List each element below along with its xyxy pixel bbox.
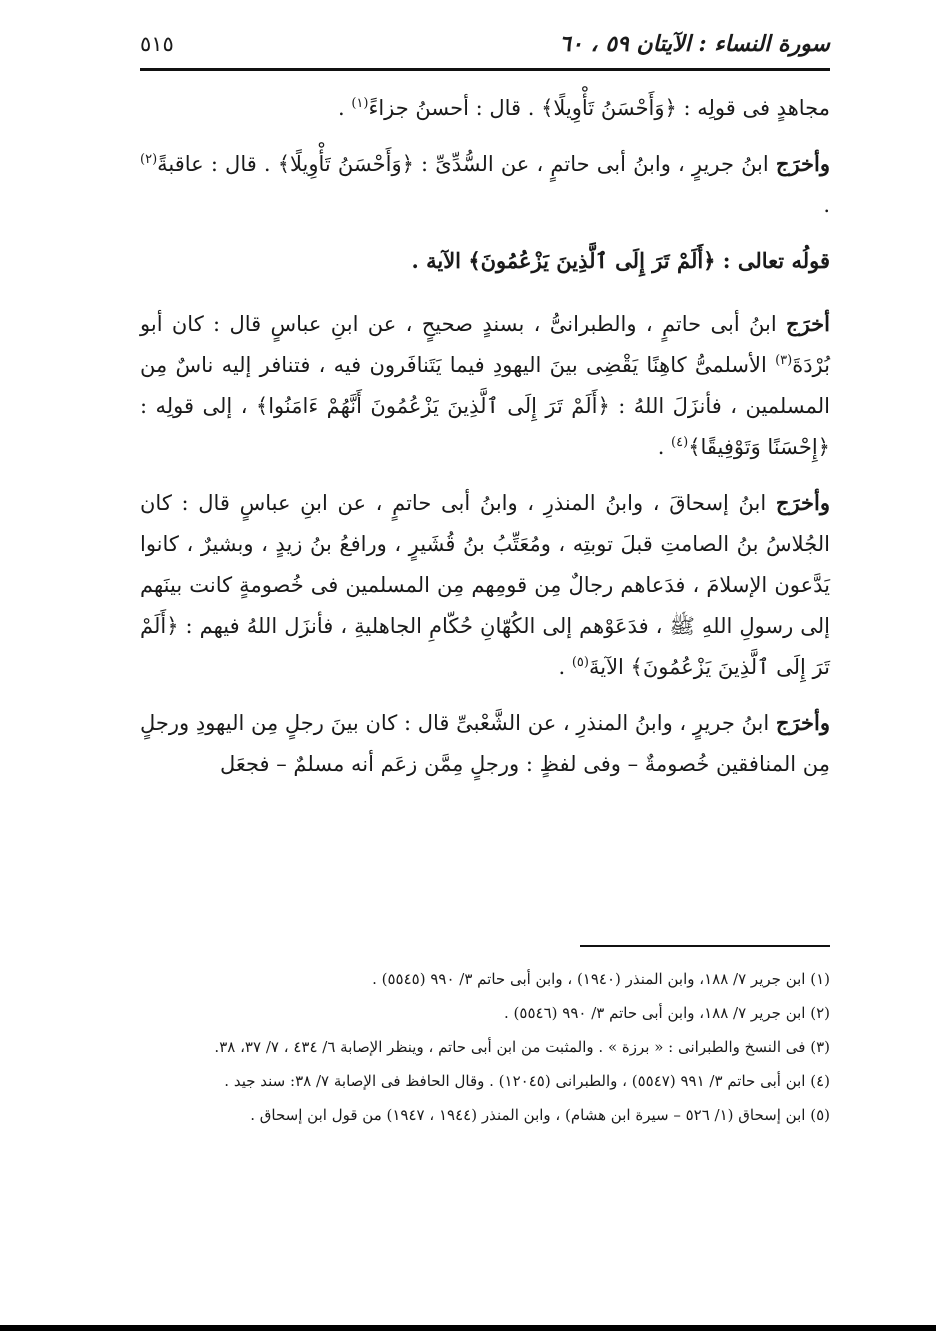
footnote-rule <box>580 945 830 947</box>
footnote-5: (٥) ابن إسحاق (١/ ٥٢٦ – سيرة ابن هشام) ، وابن المنذر (١٩٤٤ ، ١٩٤٧) من قول ابن إسحاق . <box>250 1106 830 1124</box>
verse-heading <box>140 240 830 281</box>
paragraph-end: . <box>337 96 352 120</box>
footnote-1: (١) ابن جرير ٧/ ١٨٨، وابن المنذر (١٩٤٠) ، وابن أبى حاتم ٣/ ٩٩٠ (٥٥٤٥) . <box>372 970 830 988</box>
lead-word: وأخرَج <box>775 151 830 176</box>
paragraph-1 <box>140 88 830 129</box>
main-text <box>140 88 830 799</box>
lead-word: أخرَج <box>786 311 830 336</box>
paragraph-3 <box>140 303 830 468</box>
running-title: سورة النساء : الآيتان ٥٩ ، ٦٠ <box>559 31 830 57</box>
header-rule <box>140 68 830 71</box>
paragraph-end: . <box>657 435 672 459</box>
paragraph-text: ابنُ جريرٍ ، وابنُ المنذرِ ، عن الشَّعْبىِّ قال : كان بينَ رجلٍ مِن اليهودِ ورجلٍ مِن المنافقين خُصومةٌ – وفى لفظٍ : ورجلٍ مِمَّن زعَم أنه مسلمٌ – فجعَل <box>140 711 830 776</box>
paragraph-2 <box>140 143 830 226</box>
paragraph-text: ابنُ جريرٍ ، وابنُ أبى حاتمٍ ، عن السُّدِّىِّ : ﴿وَأَحْسَنُ تَأْوِيلًا﴾ . قال : عاقبةً <box>157 152 776 176</box>
lead-word: وأخرَج <box>775 490 830 515</box>
footnotes <box>140 962 830 1132</box>
footnote-2: (٢) ابن جرير ٧/ ١٨٨، وابن أبى حاتم ٣/ ٩٩٠ (٥٥٤٦) . <box>504 1004 830 1022</box>
page-number: ٥١٥ <box>140 32 174 56</box>
bottom-scan-edge <box>0 1325 936 1331</box>
paragraph-text: ابنُ إسحاقَ ، وابنُ المنذرِ ، وابنُ أبى حاتمٍ ، عن ابنِ عباسٍ قال : كان الجُلاسُ بنُ الصامتِ قبلَ توبتِه ، ومُعَتِّبُ بنُ قُشَيرٍ ، ورافعُ بنُ زيدٍ ، وبشيرٌ ، كانوا يَدَّعون الإسلامَ ، فدَعاهم رجالٌ مِن قومِهم مِن المسلمين فى خُصومةٍ كانت بينَهم إلى رسولِ اللهِ ﷺ ، فدَعَوْهم إلى الكُهّانِ حُكّامِ الجاهليةِ ، فأنزَل اللهُ فيهم : ﴿أَلَمْ تَرَ إِلَى ٱلَّذِينَ يَزْعُمُونَ﴾ الآيةَ <box>140 491 830 679</box>
paragraph-end: . <box>558 655 572 679</box>
footnote-3: (٣) فى النسخ والطبرانى : « برزة » . والمثبت من ابن أبى حاتم ، وينظر الإصابة ٦/ ٤٣٤ ، ٧/ ٣٧، ٣٨. <box>214 1038 830 1056</box>
footnote-ref[interactable]: (٤) <box>671 435 689 450</box>
footnote-ref[interactable]: (١) <box>351 96 369 111</box>
heading-lead: قولُه تعالى : <box>722 248 830 273</box>
lead-word: وأخرَج <box>775 710 830 735</box>
paragraph-5 <box>140 702 830 785</box>
paragraph-end: . <box>823 193 830 217</box>
footnote-ref[interactable]: (٢) <box>140 152 158 167</box>
heading-verse: ﴿أَلَمْ تَرَ إِلَى ٱلَّذِينَ يَزْعُمُونَ﴾ الآية . <box>411 248 723 273</box>
paragraph-text-cont: الأسلمىُّ كاهِنًا يَقْضِى بينَ اليهودِ فيما يَتَنافَرون فيه ، فتنافر إليه ناسٌ مِن المسلمين ، فأنزَلَ اللهُ : ﴿أَلَمْ تَرَ إِلَى ٱلَّذِينَ يَزْعُمُونَ أَنَّهُمْ ءَامَنُوا﴾ ، إلى قولِه : ﴿إِحْسَنًا وَتَوْفِيقًا﴾ <box>140 353 830 459</box>
footnote-4: (٤) ابن أبى حاتم ٣/ ٩٩١ (٥٥٤٧) ، والطبرانى (١٢٠٤٥) . وقال الحافظ فى الإصابة ٧/ ٣٨: سند جيد . <box>224 1072 830 1090</box>
page-header <box>140 22 830 66</box>
paragraph-4 <box>140 482 830 688</box>
paragraph-text: مجاهدٍ فى قولِه : ﴿وَأَحْسَنُ تَأْوِيلًا﴾ . قال : أحسنُ جزاءً <box>368 96 830 120</box>
footnote-ref[interactable]: (٣) <box>775 353 793 368</box>
footnote-ref[interactable]: (٥) <box>571 655 589 670</box>
paragraph-text: ابنُ أبى حاتمٍ ، والطبرانىُّ ، بسندٍ صحيحٍ ، عن ابنِ عباسٍ قال : كان أبو بُرْدَةَ <box>140 312 830 377</box>
